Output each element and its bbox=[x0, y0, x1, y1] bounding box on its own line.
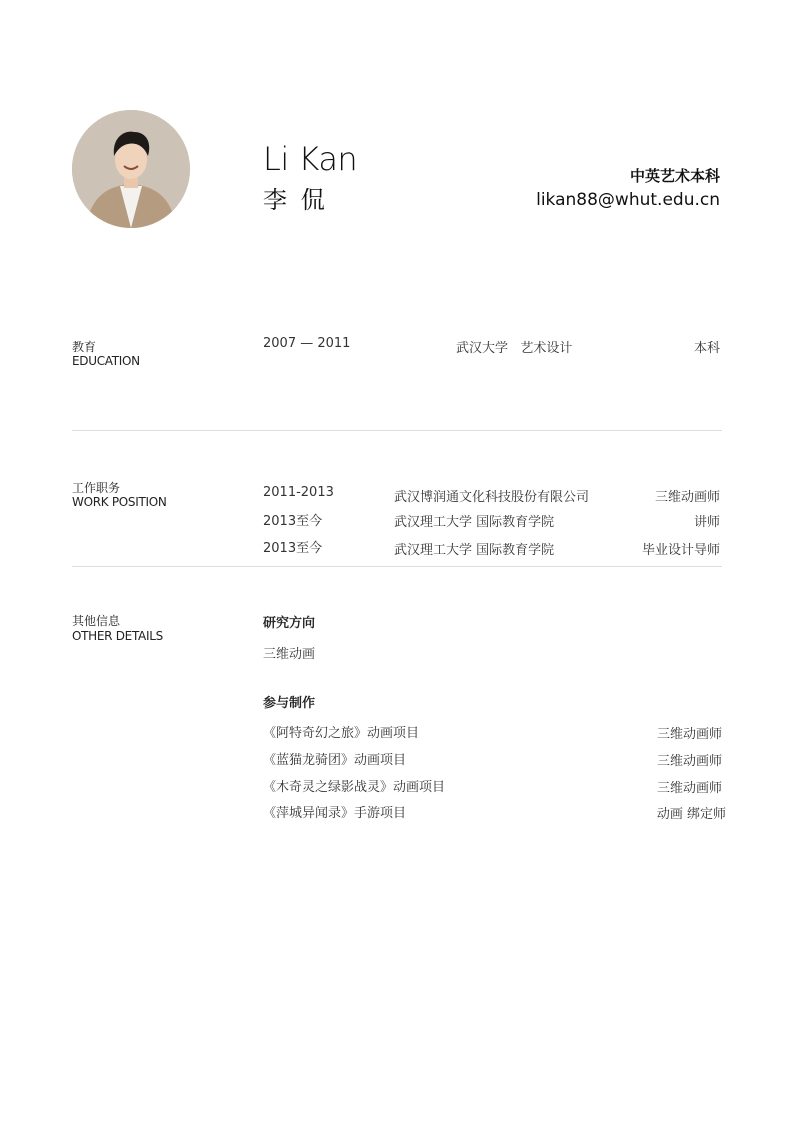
research-title: 研究方向 bbox=[263, 616, 316, 631]
work-org: 武汉理工大学 国际教育学院 bbox=[394, 515, 555, 530]
education-school: 武汉大学 艺术设计 bbox=[456, 341, 573, 356]
work-period: 2013至今 bbox=[263, 514, 323, 529]
project-name: 《木奇灵之绿影战灵》动画项目 bbox=[263, 780, 446, 795]
work-role: 讲师 bbox=[693, 515, 720, 530]
work-period: 2011-2013 bbox=[263, 485, 334, 500]
work-title-en: WORK POSITION bbox=[72, 495, 167, 509]
education-years: 2007 — 2011 bbox=[263, 336, 351, 351]
other-title-cn: 其他信息 bbox=[72, 614, 121, 628]
education-degree: 本科 bbox=[693, 341, 720, 356]
project-role: 三维动画师 bbox=[656, 754, 722, 769]
avatar bbox=[72, 110, 190, 228]
work-role: 毕业设计导师 bbox=[641, 543, 720, 558]
work-role: 三维动画师 bbox=[654, 490, 720, 505]
project-name: 《阿特奇幻之旅》动画项目 bbox=[263, 726, 420, 741]
work-period: 2013至今 bbox=[263, 541, 323, 556]
work-title-cn: 工作职务 bbox=[72, 481, 121, 495]
project-role: 三维动画师 bbox=[656, 781, 722, 796]
person-photo-icon bbox=[72, 110, 190, 228]
divider bbox=[72, 566, 722, 567]
divider bbox=[72, 430, 722, 431]
projects-title: 参与制作 bbox=[263, 696, 316, 711]
research-value: 三维动画 bbox=[263, 647, 316, 662]
header-degree: 中英艺术本科 bbox=[629, 167, 720, 185]
project-role: 动画 绑定师 bbox=[656, 807, 726, 822]
education-title-cn: 教育 bbox=[72, 340, 97, 354]
education-title-en: EDUCATION bbox=[72, 354, 140, 368]
name-chinese: 李 侃 bbox=[263, 186, 328, 214]
email-link[interactable]: likan88@whut.edu.cn bbox=[536, 190, 720, 210]
project-name: 《萍城异闻录》手游项目 bbox=[263, 806, 407, 821]
project-role: 三维动画师 bbox=[656, 727, 722, 742]
other-title-en: OTHER DETAILS bbox=[72, 629, 163, 643]
name-english: Li Kan bbox=[263, 140, 358, 178]
work-org: 武汉博润通文化科技股份有限公司 bbox=[394, 490, 590, 505]
project-name: 《蓝猫龙骑团》动画项目 bbox=[263, 753, 407, 768]
work-org: 武汉理工大学 国际教育学院 bbox=[394, 543, 555, 558]
